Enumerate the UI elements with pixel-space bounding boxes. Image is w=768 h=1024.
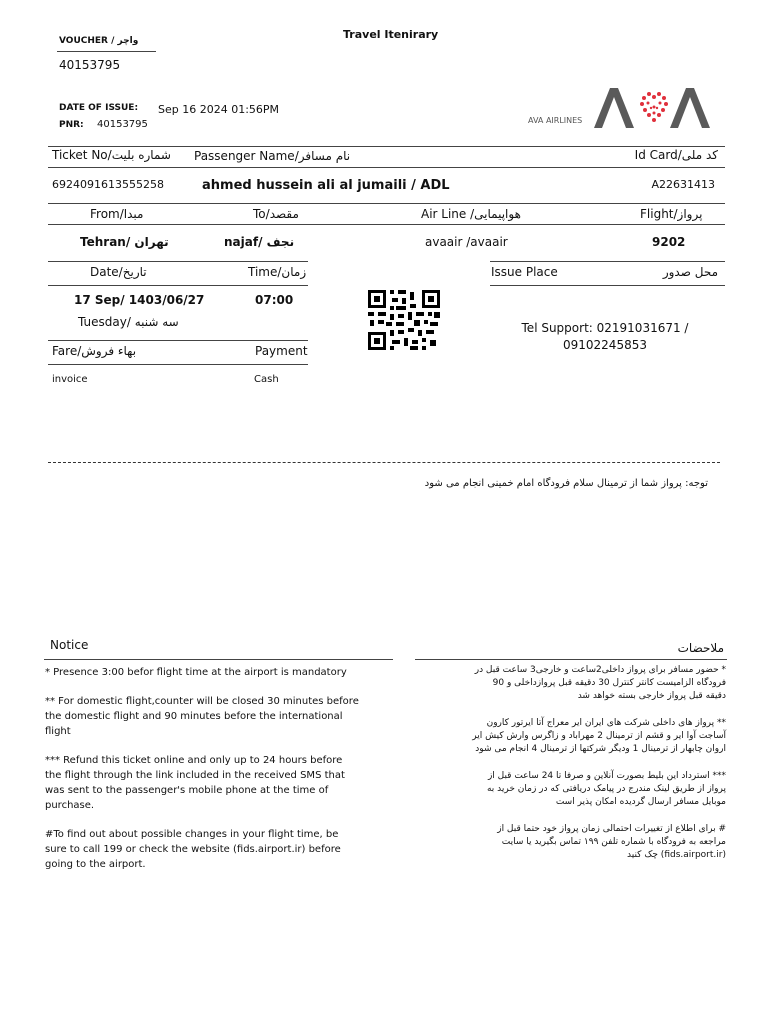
divider — [48, 146, 725, 147]
dashed-divider — [48, 462, 720, 463]
fare-value: invoice — [52, 374, 88, 385]
notice-item: * Presence 3:00 befor flight time at the airport is mandatory — [45, 667, 347, 678]
from-city: Tehran/ تهران — [80, 235, 169, 249]
time-label: Time/زمان — [248, 265, 307, 279]
payment-label: Payment — [255, 344, 308, 358]
voucher-number: 40153795 — [59, 58, 121, 72]
airline-logo-text: AVA AIRLINES — [528, 116, 583, 125]
id-card-label: Id Card/کد ملی — [634, 148, 718, 162]
notice-title-fa: ملاحضات — [677, 641, 724, 655]
notice-title: Notice — [50, 638, 89, 652]
flight-day: Tuesday/ سه شنبه — [78, 315, 179, 329]
qr-code-icon — [366, 288, 442, 352]
notice-item-fa: *** استرداد این بلیط بصورت آنلاین و صرفا تا 24 ساعت قبل از پرواز از طریق لینک مندرج در پیامک دریافتی که در زمان خرید به موبایل مسافر ارسال گردیده امکان پذیر است — [486, 771, 726, 807]
to-label: To/مقصد — [253, 207, 299, 221]
ticket-no-label: Ticket No/شماره بلیت — [52, 148, 171, 162]
divider — [48, 167, 725, 168]
divider — [490, 261, 725, 262]
divider — [48, 285, 308, 286]
notice-item-fa: # برای اطلاع از تغییرات احتمالی زمان پرواز خود حتما قبل از مراجعه به فرودگاه با شماره تلفن ۱۹۹ تماس بگیرید یا سایت (fids.airport.ir) چک کنید — [497, 824, 726, 860]
notice-item: *** Refund this ticket online and only up to 24 hours before the flight through the link included in the received SMS that was sent to the passenger's mobile phone at the time of purchase. — [45, 755, 345, 811]
flight-time: 07:00 — [255, 293, 294, 307]
divider — [48, 224, 725, 225]
voucher-label: VOUCHER / واچر — [59, 36, 139, 46]
to-city: najaf/ نجف — [224, 235, 295, 249]
from-label: From/مبدا — [90, 207, 144, 221]
tel-support: Tel Support: 02191031671 / 09102245853 — [521, 321, 689, 352]
divider — [57, 51, 156, 52]
notice-list-en — [45, 665, 360, 886]
divider — [48, 261, 308, 262]
ticket-no: 6924091613555258 — [52, 178, 164, 191]
notice-list-fa — [470, 664, 726, 876]
airline-label: Air Line /هواپیمایی — [421, 207, 521, 221]
notice-item-fa: * حضور مسافر برای پرواز داخلی2ساعت و خارجی3 ساعت قبل در فرودگاه الزامیست کانتر کنترل 30 دقیقه قبل پروازداخلی و 90 دقیقه قبل پرواز خارجی بسته خواهد شد — [474, 665, 726, 701]
notice-item-fa: ** پرواز های داخلی شرکت های ایران ایر معراج آتا ایرتور کارون آساجت آوا ایر و قشم از ترمینال 2 مهراباد و زاگرس وارش کیش ایر اروان چابهار از ترمینال 1 ودیگر شرکتها از ترمینال 4 انجام می شود — [472, 718, 726, 754]
fare-label: Fare/بهاء فروش — [52, 344, 137, 358]
date-label: Date/تاریخ — [90, 265, 147, 279]
flight-date: 17 Sep/ 1403/06/27 — [74, 293, 205, 307]
airline-name: avaair /avaair — [425, 235, 508, 249]
date-of-issue: Sep 16 2024 01:56PM — [158, 103, 280, 116]
notice-item: ** For domestic flight,counter will be closed 30 minutes before the domestic flight and 90 minutes before the international flight — [45, 696, 359, 737]
pnr-label: PNR: — [59, 120, 84, 130]
id-card-number: A22631413 — [651, 178, 715, 191]
passenger-name: ahmed hussein ali al jumaili / ADL — [202, 178, 450, 193]
ava-logo-icon — [592, 84, 712, 130]
divider — [48, 203, 725, 204]
issue-place-label-fa: محل صدور — [662, 265, 718, 279]
flight-label: Flight/پرواز — [640, 207, 703, 221]
issue-place-label: Issue Place — [491, 265, 558, 279]
flight-number: 9202 — [652, 235, 686, 249]
passenger-name-label: Passenger Name/نام مسافر — [194, 149, 351, 163]
date-of-issue-label: DATE OF ISSUE: — [59, 103, 139, 113]
terminal-notice: توجه: پرواز شما از ترمینال سلام فرودگاه امام خمینی انجام می شود — [424, 478, 708, 489]
divider — [44, 659, 393, 660]
divider — [490, 285, 725, 286]
pnr-value: 40153795 — [97, 119, 148, 130]
page-title: Travel Itenirary — [343, 28, 439, 41]
payment-value: Cash — [254, 374, 279, 385]
notice-item: #To find out about possible changes in your flight time, be sure to call 199 or check the website (fids.airport.ir) before going to the airport. — [45, 829, 341, 870]
airline-logo — [520, 80, 720, 135]
divider — [48, 340, 308, 341]
divider — [48, 364, 308, 365]
divider — [415, 659, 727, 660]
